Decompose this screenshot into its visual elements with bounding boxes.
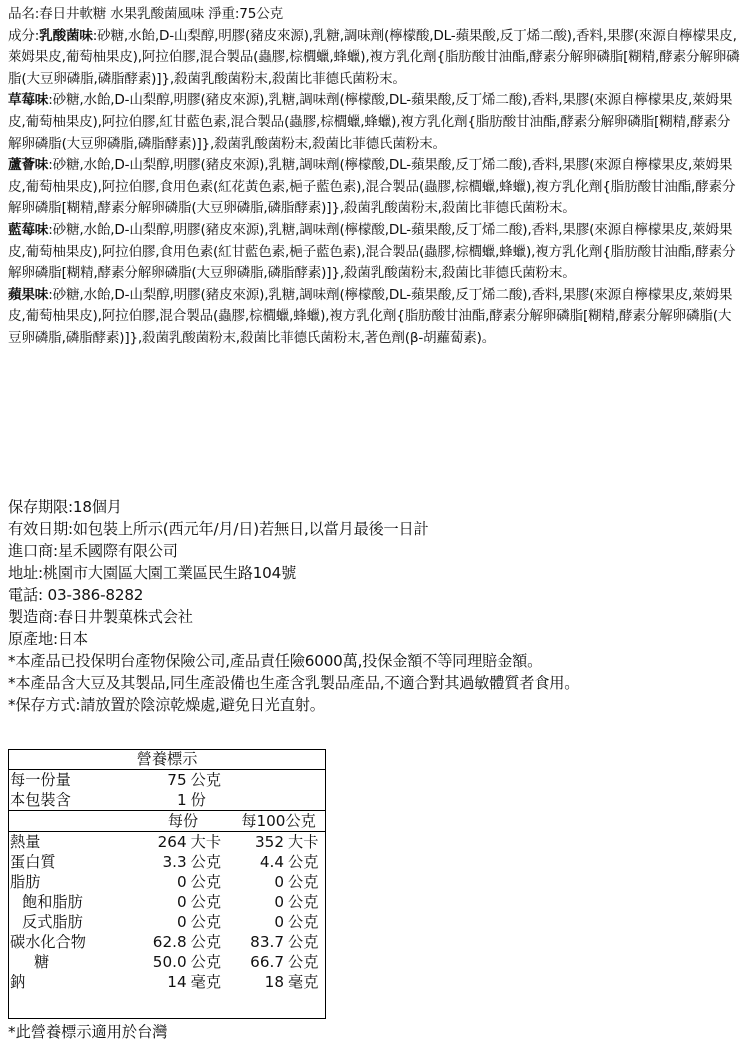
ingredient-lactic [8,26,743,91]
ingredient-strawberry [8,90,743,155]
nutrient-name: 糖 [34,952,50,971]
ingredient-text: :砂糖,水飴,D-山梨醇,明膠(豬皮來源),乳糖,調味劑(檸檬酸,DL-蘋果酸,反丁烯二酸),香料,果膠(來源自檸檬果皮,萊姆果皮,葡萄柚果皮),阿拉伯膠,紅甘藍色素,混合製品(蟲膠,棕櫚蠟,蜂蠟),複方乳化劑{脂肪酸甘油酯,酵素分解卵磷脂[糊精,酵素分解卵磷脂(大豆卵磷脂,磷脂酵素)]},殺菌乳酸菌粉末,殺菌比菲德氏菌粉末。 [8,92,733,152]
nutrition-footnote: *此營養標示適用於台灣 [8,1023,168,1041]
per-serving-value: 3.3 [162,852,187,871]
ingredient-text: :砂糖,水飴,D-山梨醇,明膠(豬皮來源),乳糖,調味劑(檸檬酸,DL-蘋果酸,反丁烯二酸),香料,果膠(來源自檸檬果皮,萊姆果皮,葡萄柚果皮),阿拉伯膠,食用色素(紅甘藍色素,梔子藍色素),混合製品(蟲膠,棕櫚蠟,蜂蠟),複方乳化劑{脂肪酸甘油酯,酵素分解卵磷脂[糊精,酵素分解卵磷脂(大豆卵磷脂,磷脂酵素)]},殺菌乳酸菌粉末,殺菌比菲德氏菌粉末。 [8,221,736,282]
per-100g-value: 352 [255,832,284,851]
product-name-line: 品名:春日井軟糖 水果乳酸菌風味 淨重:75公克 [8,6,283,22]
per-serving-unit: 公克 [190,852,221,871]
per-serving-unit: 公克 [190,932,221,951]
per-serving-unit: 公克 [190,952,221,971]
per-100g-unit: 公克 [288,952,319,971]
per-serving-value: 50.0 [152,952,187,971]
address: 地址:桃園市大園區大園工業區民生路104號 [8,564,297,582]
flavor-label-blueberry: 藍莓味 [8,221,49,238]
per-100g-unit: 公克 [288,892,319,911]
note-allergen: *本產品含大豆及其製品,同生產設備也生產含乳製品產品,不適合對其過敏體質者食用。 [8,674,580,692]
flavor-label-lactic: 乳酸菌味 [39,27,93,44]
package-value: 1 [135,790,191,811]
nutrition-title: 營養標示 [8,749,326,770]
nutrient-name: 反式脂肪 [22,912,83,931]
ingredient-blueberry [8,220,743,285]
expiry-date: 有效日期:如包裝上所示(西元年/月/日)若無日,以當月最後一日計 [8,520,429,538]
per-100g-value: 83.7 [250,932,284,951]
shelf-life: 保存期限:18個月 [8,498,122,516]
ingredient-text: :砂糖,水飴,D-山梨醇,明膠(豬皮來源),乳糖,調味劑(檸檬酸,DL-蘋果酸,反丁烯二酸),香料,果膠(來源自檸檬果皮,萊姆果皮,葡萄柚果皮),阿拉伯膠,混合製品(蟲膠,棕櫚蠟,蜂蠟),複方乳化劑{脂肪酸甘油酯,酵素分解卵磷脂[糊精,酵素分解卵磷脂(大豆卵磷脂,磷脂酵素)]},殺菌乳酸菌粉末,殺菌比菲德氏菌粉末,著色劑(β-胡蘿蔔素)。 [8,286,733,346]
per-100g-value: 18 [264,972,284,991]
ingredient-aloe [8,155,743,220]
flavor-label-aloe: 蘆薈味 [8,157,49,174]
per-100g-unit: 大卡 [288,832,319,851]
ingredient-apple [8,285,743,350]
per-serving-value: 0 [176,872,187,891]
nutrient-name: 鈉 [10,972,26,991]
per-serving-value: 264 [157,832,187,851]
flavor-label-strawberry: 草莓味 [8,92,49,109]
per-100g-unit: 公克 [288,912,319,931]
package-label: 本包裝含 [8,790,135,811]
nutrition-table [8,749,326,992]
flavor-label-apple: 蘋果味 [8,286,49,303]
per-100g-unit: 毫克 [288,972,319,991]
ingredients-block [8,4,743,350]
importer: 進口商:星禾國際有限公司 [8,542,178,560]
per-serving-value: 62.8 [152,932,187,951]
phone: 電話: 03-386-8282 [8,586,144,604]
product-info-block [8,496,748,716]
serving-label: 每一份量 [10,770,71,789]
per-100g-value: 4.4 [259,852,284,871]
col-header-per-100g: 每100公克 [231,811,326,832]
per-100g-value: 0 [274,872,284,891]
per-serving-unit: 毫克 [190,972,221,991]
ingredient-text: :砂糖,水飴,D-山梨醇,明膠(豬皮來源),乳糖,調味劑(檸檬酸,DL-蘋果酸,反丁烯二酸),香料,果膠(來源自檸檬果皮,萊姆果皮,葡萄柚果皮),阿拉伯膠,混合製品(蟲膠,棕櫚蠟,蜂蠟),複方乳化劑{脂肪酸甘油酯,酵素分解卵磷脂[糊精,酵素分解卵磷脂(大豆卵磷脂,磷脂酵素)]},殺菌乳酸菌粉末,殺菌比菲德氏菌粉末。 [8,27,740,87]
serving-unit: 公克 [190,770,221,789]
note-storage: *保存方式:請放置於陰涼乾燥處,避免日光直射。 [8,696,325,714]
nutrient-name: 蛋白質 [10,852,56,871]
per-serving-value: 0 [176,912,187,931]
per-100g-value: 66.7 [250,952,284,971]
per-serving-unit: 大卡 [190,832,221,851]
ingredient-text: :砂糖,水飴,D-山梨醇,明膠(豬皮來源),乳糖,調味劑(檸檬酸,DL-蘋果酸,反丁烯二酸),香料,果膠(來源自檸檬果皮,萊姆果皮,葡萄柚果皮),阿拉伯膠,食用色素(紅花黃色素,梔子藍色素),混合製品(蟲膠,棕櫚蠟,蜂蠟),複方乳化劑{脂肪酸甘油酯,酵素分解卵磷脂[糊精,酵素分解卵磷脂(大豆卵磷脂,磷脂酵素)]},殺菌乳酸菌粉末,殺菌比菲德氏菌粉末。 [8,157,736,217]
per-100g-unit: 公克 [288,872,319,891]
per-serving-value: 0 [176,892,187,911]
per-serving-value: 14 [167,972,187,991]
per-100g-value: 0 [274,892,284,911]
per-100g-value: 0 [274,912,284,931]
per-100g-unit: 公克 [288,932,319,951]
col-header-per-serving: 每份 [135,811,231,832]
per-serving-unit: 公克 [190,912,221,931]
nutrient-name: 碳水化合物 [10,932,86,951]
serving-value: 75 [167,770,187,789]
per-serving-unit: 公克 [190,892,221,911]
origin: 原產地:日本 [8,630,88,648]
nutrient-name: 熱量 [10,832,41,851]
note-insurance: *本產品已投保明台產物保險公司,產品責任險6000萬,投保金額不等同理賠金額。 [8,652,543,670]
per-serving-unit: 公克 [190,872,221,891]
package-unit: 份 [191,790,231,811]
ingredient-prefix: 成分: [8,27,40,44]
nutrient-name: 脂肪 [10,872,41,891]
manufacturer: 製造商:春日井製菓株式会社 [8,608,193,626]
nutrient-name: 飽和脂肪 [22,892,83,911]
per-100g-unit: 公克 [288,852,319,871]
